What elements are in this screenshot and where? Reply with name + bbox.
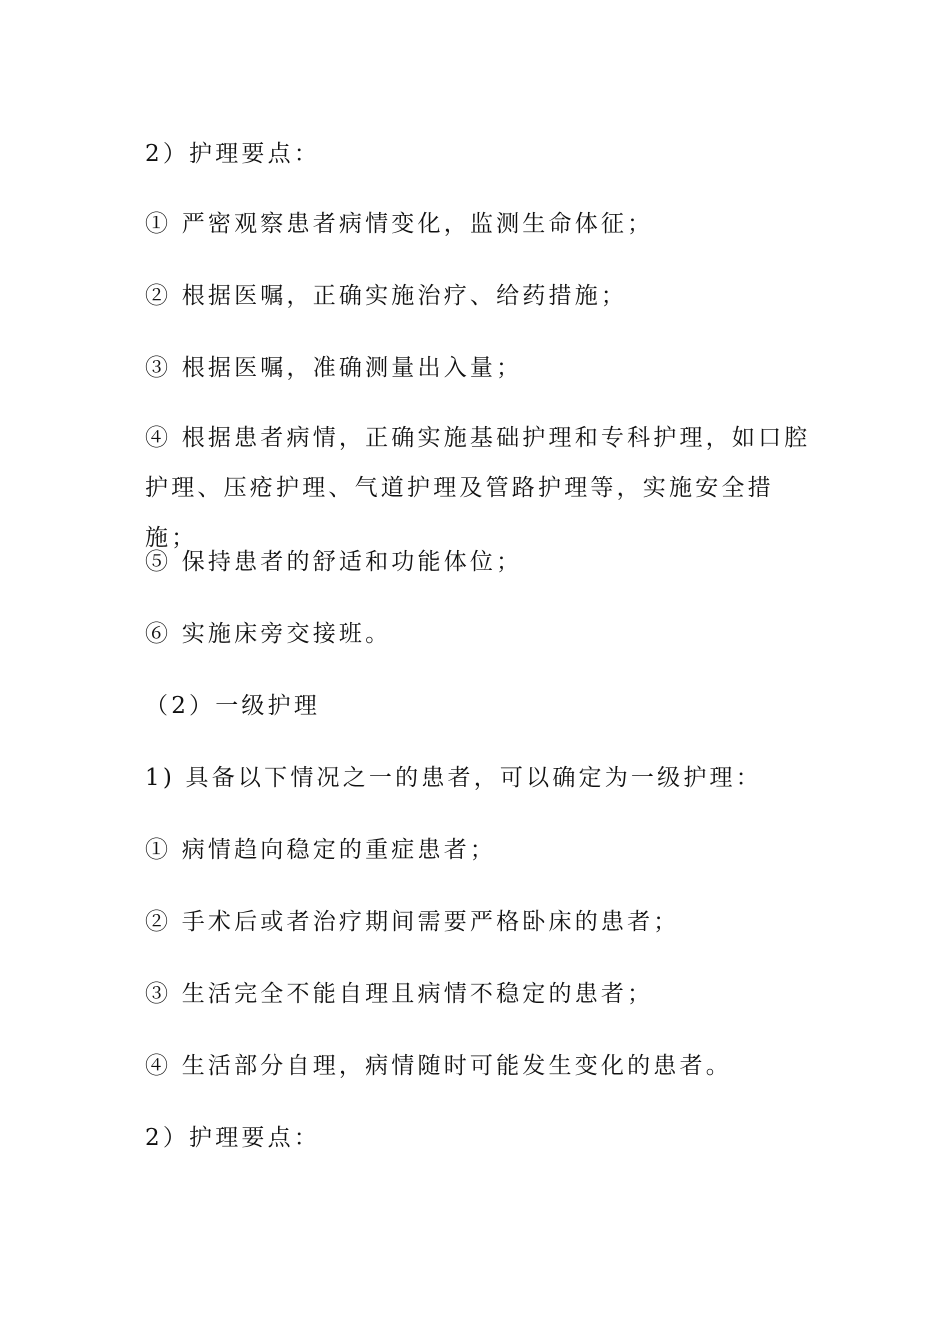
list-item: ③ 生活完全不能自理且病情不稳定的患者；	[145, 981, 654, 1007]
list-item: ② 手术后或者治疗期间需要严格卧床的患者；	[145, 909, 680, 935]
list-item: ③ 根据医嘱，准确测量出入量；	[145, 355, 523, 381]
heading-nursing-points: 2）护理要点：	[145, 1125, 321, 1151]
list-item: ① 严密观察患者病情变化，监测生命体征；	[145, 211, 654, 237]
list-item: ② 根据医嘱，正确实施治疗、给药措施；	[145, 283, 628, 309]
list-item: ④ 根据患者病情，正确实施基础护理和专科护理，如口腔护理、压疮护理、气道护理及管路护理等，实施安全措施；	[145, 425, 811, 551]
list-item: ① 病情趋向稳定的重症患者；	[145, 837, 497, 863]
list-item: ④ 生活部分自理，病情随时可能发生变化的患者。	[145, 1053, 732, 1079]
heading-nursing-points: 2）护理要点：	[145, 141, 321, 167]
list-item: ⑥ 实施床旁交接班。	[145, 621, 392, 647]
list-item: ⑤ 保持患者的舒适和功能体位；	[145, 549, 523, 575]
subheading-criteria: 1) 具备以下情况之一的患者，可以确定为一级护理：	[145, 765, 762, 791]
section-heading-level-one-care: （2）一级护理	[145, 693, 321, 719]
